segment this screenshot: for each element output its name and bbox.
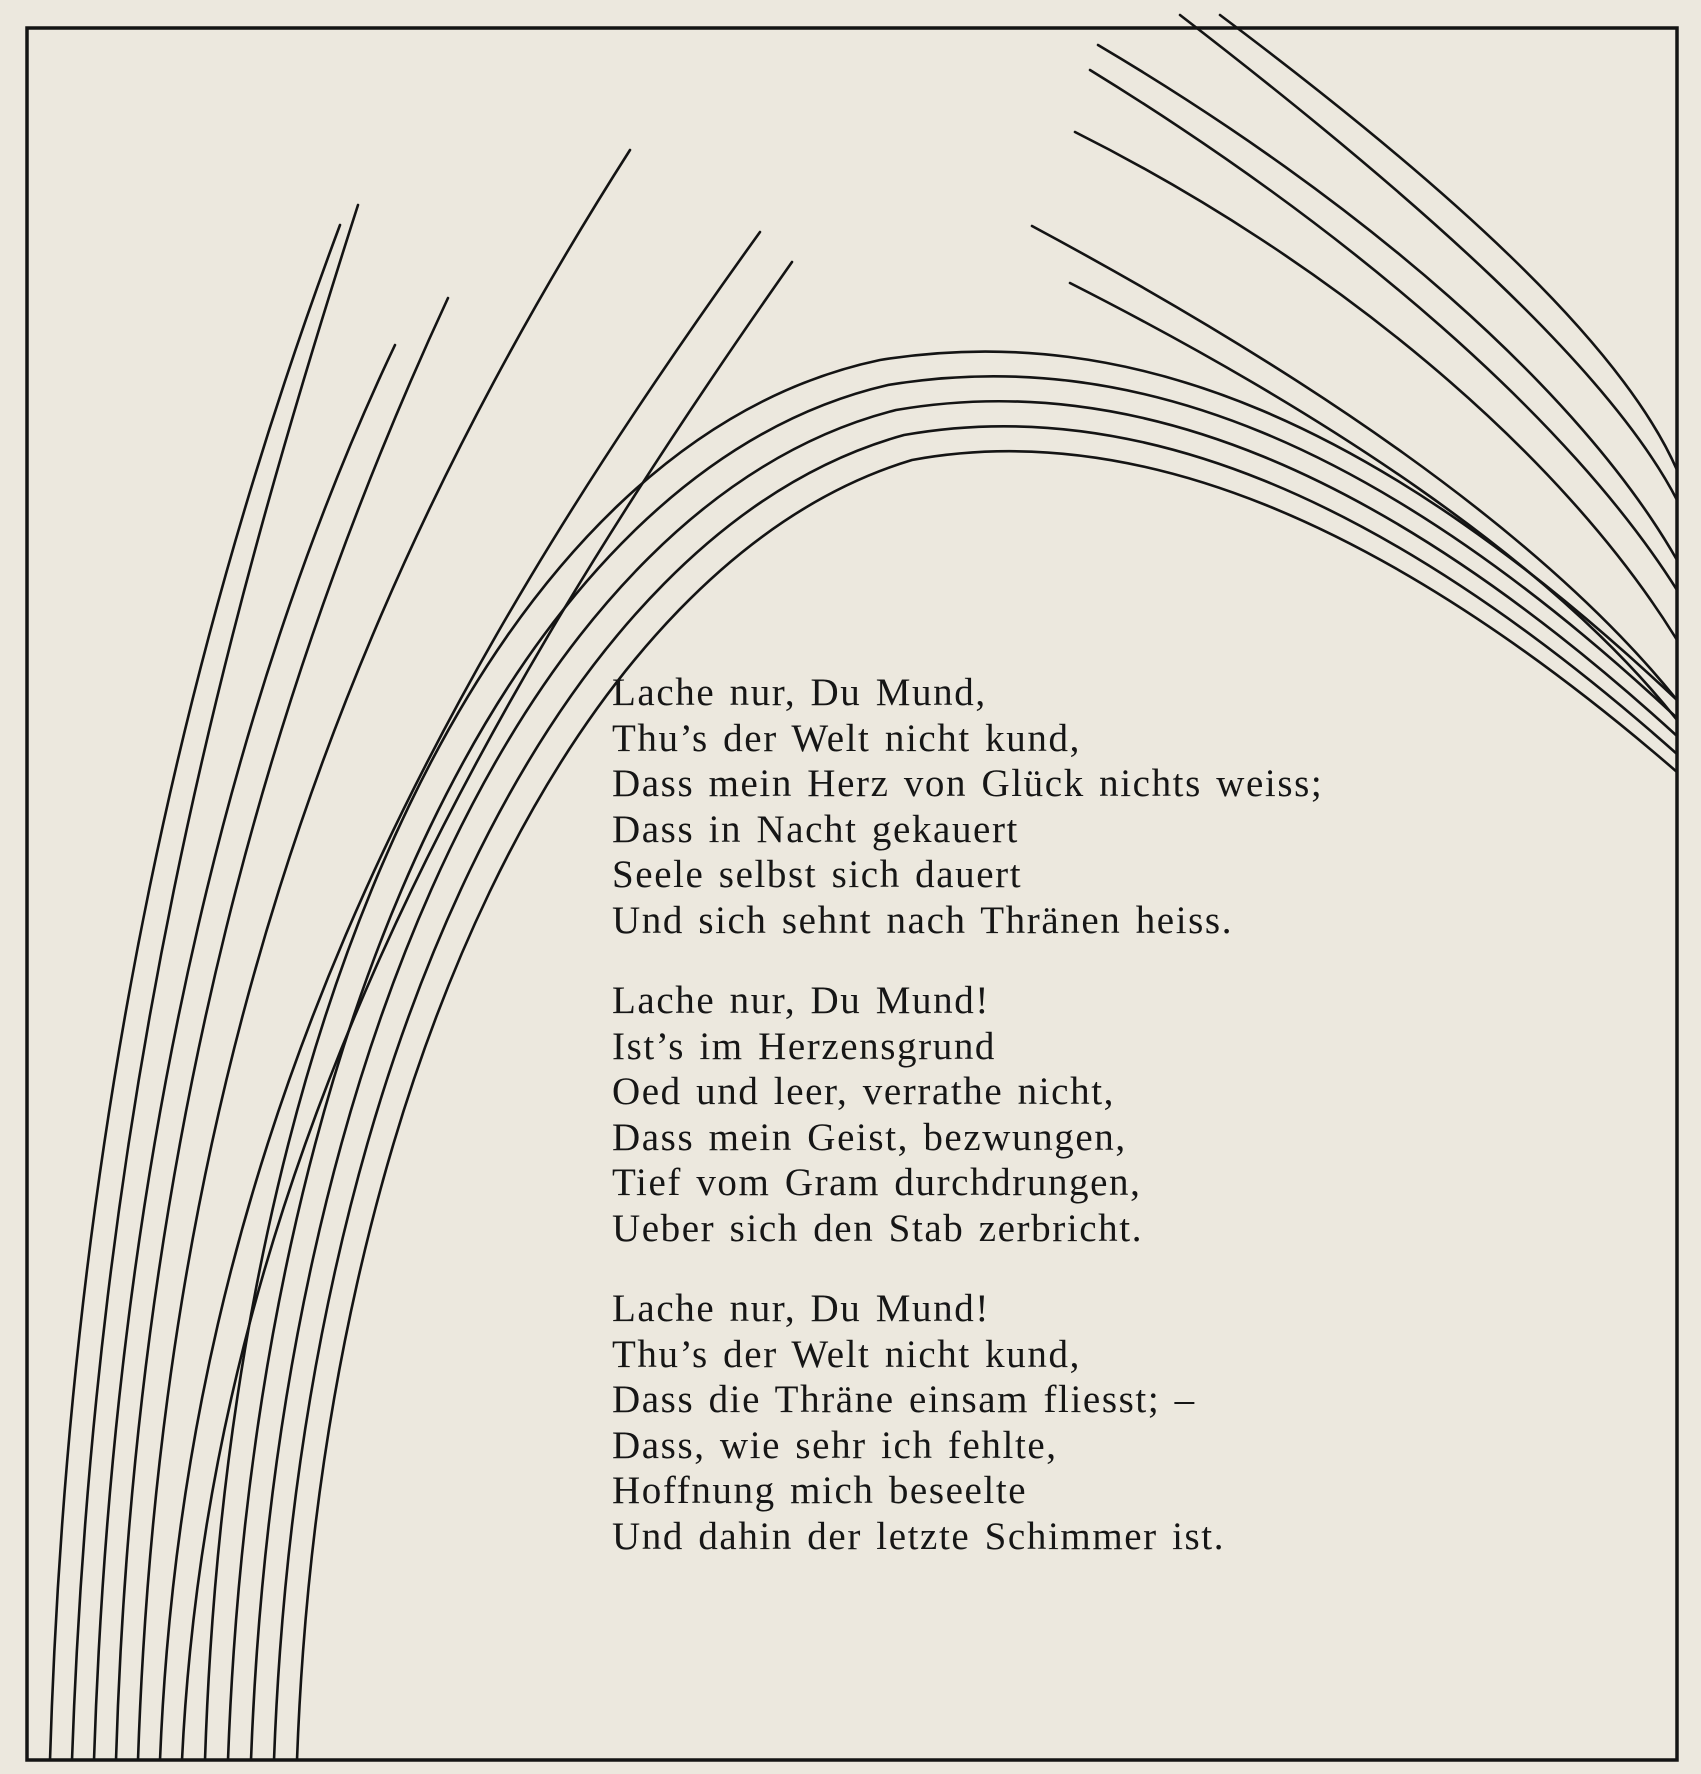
poem-line: Dass in Nacht gekauert [612,807,1019,851]
poem-line: Lache nur, Du Mund, [612,671,987,714]
poem-line: Dass mein Herz von Glück nichts weiss; [612,762,1324,805]
poem-line: Lache nur, Du Mund! [612,1287,990,1330]
stroke-right-2 [1180,15,1677,500]
poem-line: Oed und leer, verrathe nicht, [612,1070,1115,1113]
stroke-left-4 [116,298,448,1760]
stroke-left-5 [138,150,630,1760]
stroke-right-5 [1075,132,1677,640]
poem-line: Ist’s im Herzensgrund [612,1024,997,1068]
stanza-3 [612,1286,1323,1559]
poem-line: Ueber sich den Stab zerbricht. [612,1206,1144,1250]
poem [612,670,1323,1594]
stroke-left-1 [50,225,340,1760]
stroke-right-7 [1070,283,1677,720]
stanza-2 [612,978,1323,1251]
poem-line: Dass mein Geist, bezwungen, [612,1115,1127,1159]
poem-line: Seele selbst sich dauert [612,853,1023,896]
stanza-1 [612,670,1323,943]
poem-line: Thu’s der Welt nicht kund, [612,716,1081,760]
poem-line: Thu’s der Welt nicht kund, [612,1332,1081,1376]
poem-line: Hoffnung mich beseelte [612,1469,1028,1512]
stroke-right-4 [1090,70,1677,590]
stroke-left-3 [94,345,395,1760]
poem-line: Lache nur, Du Mund! [612,979,990,1022]
poem-line: Und sich sehnt nach Thränen heiss. [612,898,1234,942]
poem-line: Und dahin der letzte Schimmer ist. [612,1514,1226,1558]
poem-line: Tief vom Gram durchdrungen, [612,1161,1142,1204]
poem-line: Dass, wie sehr ich fehlte, [612,1423,1058,1467]
poem-line: Dass die Thräne einsam fliesst; – [612,1378,1196,1421]
stroke-right-3 [1098,45,1677,560]
